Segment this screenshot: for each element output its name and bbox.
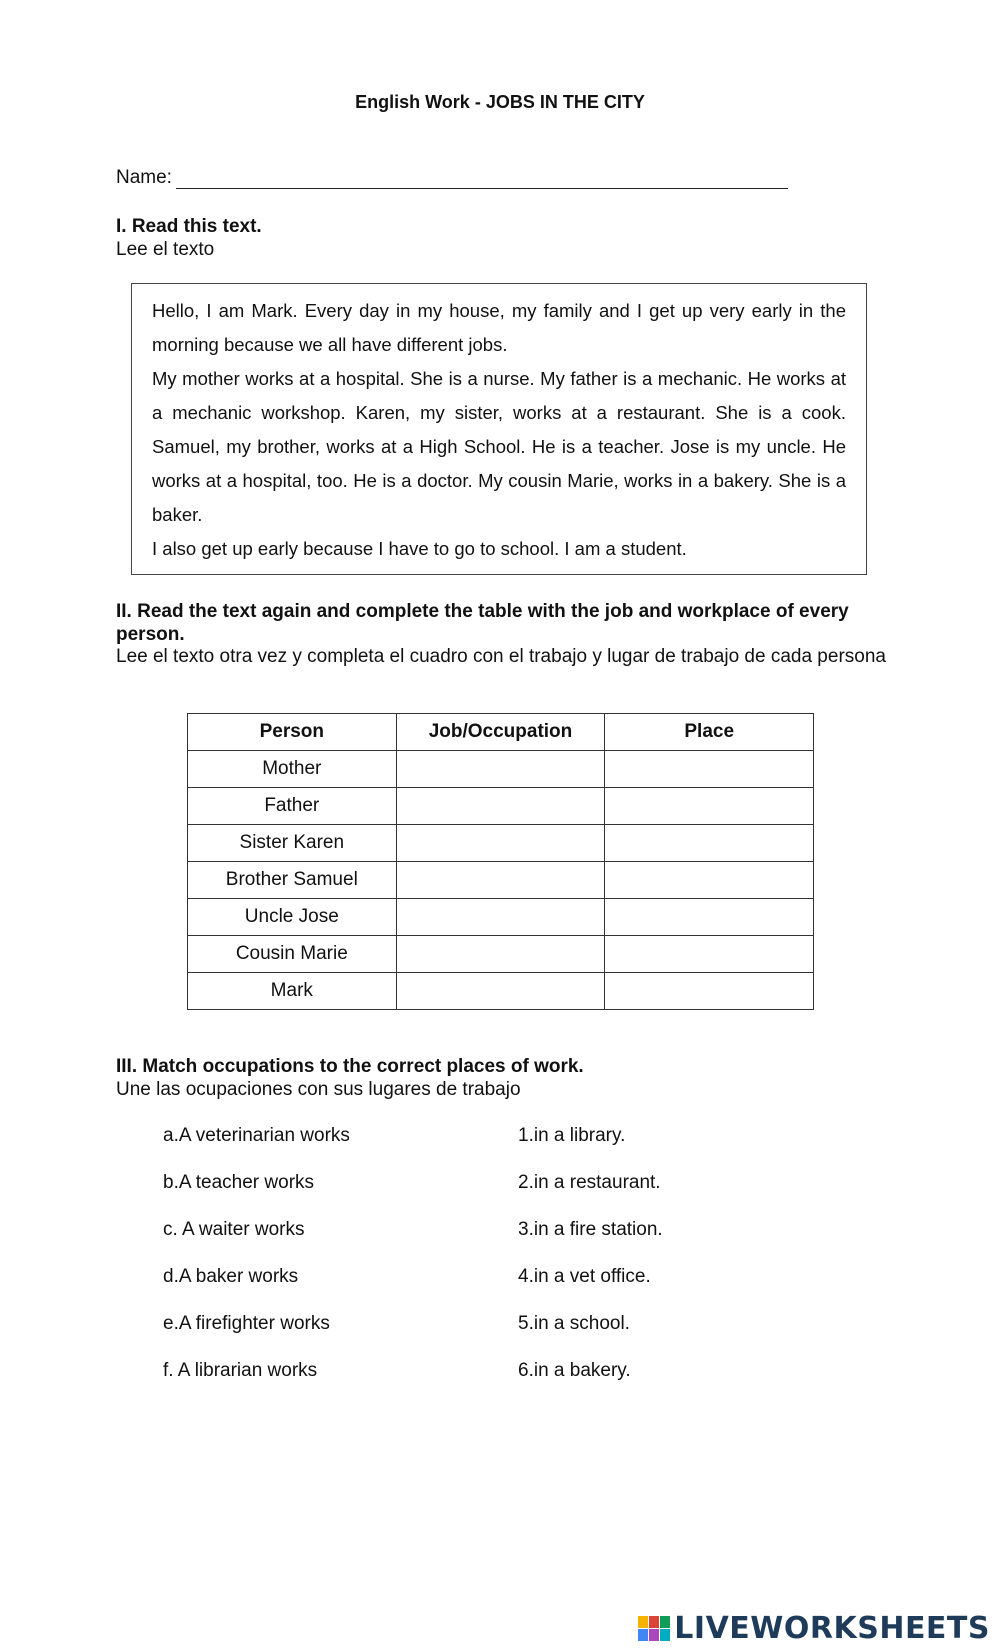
person-cell: Brother Samuel [188,862,397,899]
place-answer-cell[interactable] [605,751,814,788]
header-person: Person [188,714,397,751]
table-row [188,751,814,788]
section3-subheading: Une las ocupaciones con sus lugares de trabajo [116,1079,521,1100]
section1-subheading: Lee el texto [116,239,215,260]
jobs-table [187,713,814,1010]
job-answer-cell[interactable] [396,751,605,788]
place-answer-cell[interactable] [605,973,814,1010]
name-field-row [116,166,788,189]
job-answer-cell[interactable] [396,973,605,1010]
header-place: Place [605,714,814,751]
section1-heading: I. Read this text. [116,216,262,237]
reading-paragraph: Hello, I am Mark. Every day in my house, my family and I get up very early in the morning because we all have different jobs. [152,300,846,355]
place-item[interactable]: 2.in a restaurant. [518,1172,661,1193]
person-cell: Cousin Marie [188,936,397,973]
place-item[interactable]: 1.in a library. [518,1125,626,1146]
place-item[interactable]: 6.in a bakery. [518,1360,631,1381]
occupation-item[interactable]: d.A baker works [163,1266,299,1287]
job-answer-cell[interactable] [396,862,605,899]
job-answer-cell[interactable] [396,825,605,862]
job-answer-cell[interactable] [396,899,605,936]
table-row [188,862,814,899]
reading-text-box [131,283,867,575]
occupation-item[interactable]: b.A teacher works [163,1172,315,1193]
person-cell: Father [188,788,397,825]
place-answer-cell[interactable] [605,825,814,862]
header-job: Job/Occupation [396,714,605,751]
person-cell: Uncle Jose [188,899,397,936]
person-cell: Mother [188,751,397,788]
table-row [188,788,814,825]
job-answer-cell[interactable] [396,936,605,973]
occupation-item[interactable]: e.A firefighter works [163,1313,330,1334]
occupation-item[interactable]: f. A librarian works [163,1360,318,1381]
place-item[interactable]: 5.in a school. [518,1313,630,1334]
place-item[interactable]: 3.in a fire station. [518,1219,663,1240]
place-answer-cell[interactable] [605,899,814,936]
page-title: English Work - JOBS IN THE CITY [355,92,645,112]
occupation-item[interactable]: c. A waiter works [163,1219,305,1240]
place-answer-cell[interactable] [605,862,814,899]
section2-subheading: Lee el texto otra vez y completa el cuadro con el trabajo y lugar de trabajo de cada persona [116,646,886,667]
place-item[interactable]: 4.in a vet office. [518,1266,651,1287]
section3-heading: III. Match occupations to the correct places of work. [116,1056,584,1077]
table-row [188,825,814,862]
logo-mark-icon [638,1616,670,1641]
table-row [188,899,814,936]
place-answer-cell[interactable] [605,936,814,973]
logo-text: LIVEWORKSHEETS [674,1611,990,1646]
job-answer-cell[interactable] [396,788,605,825]
section2-heading: II. Read the text again and complete the table with the job and workplace of every person. [116,601,849,645]
name-label: Name: [116,167,172,188]
table-row [188,973,814,1010]
person-cell: Mark [188,973,397,1010]
table-row [188,936,814,973]
reading-paragraph: My mother works at a hospital. She is a nurse. My father is a mechanic. He works at a mechanic workshop. Karen, my sister, works at a restaurant. She is a cook. Samuel, my brother, works at a High School. He is a teacher. Jose is my uncle. He works at a hospital, too. He is a doctor. My cousin Marie, works in a bakery. She is a baker. [152,368,846,525]
occupation-item[interactable]: a.A veterinarian works [163,1125,350,1146]
table-header-row [188,714,814,751]
liveworksheets-logo [638,1611,990,1646]
person-cell: Sister Karen [188,825,397,862]
place-answer-cell[interactable] [605,788,814,825]
name-blank-line[interactable] [176,166,788,189]
reading-paragraph: I also get up early because I have to go to school. I am a student. [152,538,687,559]
